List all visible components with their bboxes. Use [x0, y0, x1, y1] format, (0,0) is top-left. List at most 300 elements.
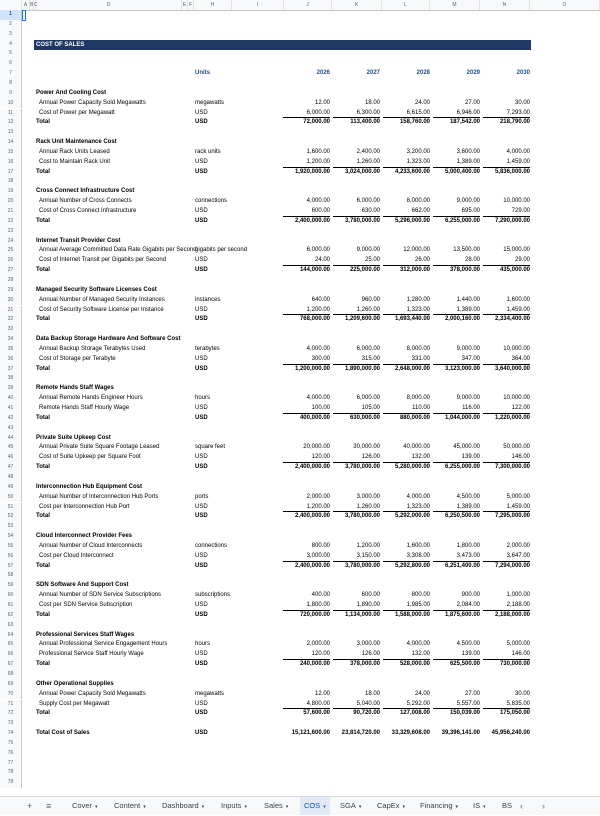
- row-number[interactable]: 41: [0, 404, 22, 414]
- grand-total-value: 33,329,608.00: [391, 730, 430, 737]
- sheet-tab-bs[interactable]: [502, 797, 512, 815]
- row-number[interactable]: 19: [0, 187, 22, 197]
- selected-cell[interactable]: [22, 10, 26, 21]
- sheet-tab-sga[interactable]: [340, 797, 361, 815]
- section-total-value: 720,000.00: [299, 611, 330, 618]
- section-total-value: 1,693,440.00: [394, 316, 430, 323]
- section-total-value: 7,300,000.00: [494, 464, 530, 471]
- section-title: Interconnection Hub Equipment Cost: [36, 483, 142, 490]
- line-item-label: Annual Rack Units Leased: [39, 148, 110, 155]
- line-item-value: 315.00: [333, 355, 380, 365]
- line-item-unit: USD: [195, 257, 208, 264]
- line-item-value: 5,557.00: [433, 700, 480, 710]
- section-total-value: 218,790.00: [499, 119, 530, 126]
- row-number[interactable]: 63: [0, 621, 22, 631]
- row-number[interactable]: 57: [0, 562, 22, 572]
- scroll-tabs-right-icon[interactable]: ›: [542, 801, 545, 811]
- section-total-unit: USD: [195, 414, 208, 421]
- row-number[interactable]: 66: [0, 650, 22, 660]
- line-item-value: 6,000.00: [356, 395, 380, 402]
- column-header-e[interactable]: E: [182, 2, 187, 8]
- section-title: Remote Hands Staff Wages: [36, 385, 114, 392]
- row-number[interactable]: 69: [0, 680, 22, 690]
- line-item-value: 3,000.00: [356, 641, 380, 648]
- section-total-value: 5,836,000.00: [494, 168, 530, 175]
- row-number[interactable]: 50: [0, 493, 22, 503]
- section-total-value: 1,588,000.00: [394, 611, 430, 618]
- line-item-value: 1,389.00: [433, 503, 480, 513]
- line-item-value: 10,000.00: [503, 395, 530, 402]
- row-number[interactable]: 61: [0, 601, 22, 611]
- line-item-value: 1,985.00: [383, 601, 430, 611]
- select-all-corner[interactable]: [0, 0, 22, 10]
- column-header-n[interactable]: N: [480, 0, 530, 10]
- row-number[interactable]: 26: [0, 256, 22, 266]
- line-item-label: Cost per Cloud Interconnect: [39, 552, 114, 559]
- row-number[interactable]: 59: [0, 581, 22, 591]
- row-number[interactable]: 45: [0, 443, 22, 453]
- line-item-unit: ports: [195, 493, 209, 500]
- section-total-value: 400,000.00: [299, 414, 330, 421]
- line-item-unit: USD: [195, 503, 208, 510]
- line-item-label: Remote Hands Staff Hourly Wage: [39, 405, 130, 411]
- row-number[interactable]: 18: [0, 177, 22, 187]
- line-item-unit: USD: [195, 109, 208, 116]
- column-header-a[interactable]: A: [22, 0, 30, 10]
- section-total-value: 1,890,000.00: [344, 365, 380, 372]
- row-number[interactable]: 42: [0, 414, 22, 424]
- section-total-value: 5,292,800.00: [394, 562, 430, 569]
- row-number[interactable]: 44: [0, 434, 22, 444]
- line-item-unit: USD: [195, 454, 208, 461]
- row-number[interactable]: 3: [0, 30, 22, 40]
- row-number[interactable]: 67: [0, 660, 22, 670]
- column-header-o[interactable]: O: [530, 0, 600, 10]
- line-item-value: 3,473.00: [433, 552, 480, 562]
- sheet-tab-label: Content: [114, 801, 141, 810]
- row-number[interactable]: 36: [0, 355, 22, 365]
- row-number[interactable]: 55: [0, 542, 22, 552]
- row-number[interactable]: 23: [0, 227, 22, 237]
- line-item-value: 2,188.00: [483, 601, 530, 611]
- year-header: 2028: [416, 70, 430, 77]
- section-total-value: 2,400,000.00: [294, 464, 330, 471]
- row-number[interactable]: 21: [0, 207, 22, 217]
- line-item-value: 29.00: [483, 256, 530, 266]
- row-number[interactable]: 77: [0, 759, 22, 769]
- line-item-value: 630.00: [333, 207, 380, 217]
- line-item-label: Annual Power Capacity Sold Megawatts: [39, 690, 146, 697]
- section-total-value: 5,292,000.00: [394, 513, 430, 520]
- line-item-value: 126.00: [333, 453, 380, 463]
- line-item-label: Annual Average Committed Data Rate Gigabits per Second: [39, 247, 197, 254]
- line-item-value: 6,946.00: [433, 109, 480, 119]
- line-item-value: 1,200.00: [283, 503, 330, 513]
- line-item-unit: USD: [195, 552, 208, 559]
- line-item-value: 20,000.00: [303, 444, 330, 451]
- line-item-value: 12,000.00: [403, 247, 430, 254]
- row-number[interactable]: 13: [0, 128, 22, 138]
- row-number[interactable]: 28: [0, 276, 22, 286]
- line-item-unit: USD: [195, 355, 208, 362]
- line-item-value: 1,323.00: [383, 158, 430, 168]
- row-number[interactable]: 7: [0, 69, 22, 79]
- section-total-value: 6,255,000.00: [444, 464, 480, 471]
- sheet-title: COST OF SALES: [34, 40, 531, 50]
- line-item-value: 8,000.00: [406, 198, 430, 205]
- row-number[interactable]: 78: [0, 768, 22, 778]
- line-item-value: 364.00: [483, 355, 530, 365]
- row-number[interactable]: 60: [0, 591, 22, 601]
- row-number[interactable]: 20: [0, 197, 22, 207]
- line-item-value: 24.00: [414, 99, 430, 106]
- column-header-c[interactable]: C: [34, 2, 38, 8]
- row-number[interactable]: 8: [0, 79, 22, 89]
- line-item-value: 1,459.00: [483, 503, 530, 513]
- column-header-b[interactable]: B: [30, 2, 34, 8]
- section-total-value: 1,920,000.00: [294, 168, 330, 175]
- sheet-tab-cos[interactable]: [300, 797, 330, 815]
- line-item-value: 30.00: [514, 690, 530, 697]
- row-number[interactable]: 65: [0, 640, 22, 650]
- line-item-value: 1,260.00: [333, 306, 380, 316]
- line-item-value: 4,000.00: [306, 345, 330, 352]
- section-title: SDN Software And Support Cost: [36, 582, 129, 589]
- section-title: Cross Connect Infrastructure Cost: [36, 188, 135, 195]
- section-total-value: 113,400.00: [350, 119, 380, 126]
- line-item-unit: USD: [195, 651, 208, 658]
- line-item-unit: USD: [195, 306, 208, 313]
- section-total-value: 1,875,600.00: [444, 611, 480, 618]
- line-item-label: Annual Remote Hands Engineer Hours: [39, 395, 143, 402]
- line-item-unit: USD: [195, 700, 208, 707]
- section-total-value: 3,780,000.00: [344, 464, 380, 471]
- row-number[interactable]: 5: [0, 49, 22, 59]
- line-item-value: 116.00: [433, 404, 480, 414]
- row-number[interactable]: 43: [0, 424, 22, 434]
- line-item-unit: gigabits per second: [195, 247, 248, 254]
- section-total-value: 528,000.00: [399, 661, 430, 668]
- row-number[interactable]: 31: [0, 306, 22, 316]
- grand-total-value: 23,814,720.00: [341, 730, 380, 737]
- row-number[interactable]: 79: [0, 778, 22, 788]
- sheet-tab-capex[interactable]: [377, 797, 405, 815]
- sheet-tab-cover[interactable]: [72, 797, 98, 815]
- row-number[interactable]: 16: [0, 158, 22, 168]
- line-item-unit: square feet: [195, 444, 226, 451]
- line-item-value: 3,000.00: [283, 552, 330, 562]
- line-item-label: Supply Cost per Megawatt: [39, 700, 110, 707]
- line-item-value: 4,000.00: [406, 493, 430, 500]
- chevron-down-icon[interactable]: ▾: [285, 804, 289, 810]
- sheet-tab-sales[interactable]: [264, 797, 288, 815]
- section-total-unit: USD: [195, 464, 208, 471]
- add-sheet-icon[interactable]: +: [27, 801, 33, 811]
- section-total-value: 5,280,000.00: [394, 464, 430, 471]
- line-item-value: 1,260.00: [333, 503, 380, 513]
- row-number[interactable]: 53: [0, 522, 22, 532]
- section-total-label: Total: [36, 168, 50, 175]
- row-number[interactable]: 33: [0, 325, 22, 335]
- line-item-value: 6,000.00: [356, 345, 380, 352]
- line-item-unit: megawatts: [195, 99, 225, 106]
- section-total-value: 3,024,000.00: [344, 168, 380, 175]
- row-number[interactable]: 52: [0, 512, 22, 522]
- section-total-unit: USD: [195, 365, 208, 372]
- row-number[interactable]: 15: [0, 148, 22, 158]
- line-item-value: 10,000.00: [503, 345, 530, 352]
- row-number[interactable]: 71: [0, 700, 22, 710]
- year-header: 2027: [366, 70, 380, 77]
- row-number[interactable]: 35: [0, 345, 22, 355]
- line-item-value: 50,000.00: [503, 444, 530, 451]
- row-number[interactable]: 70: [0, 690, 22, 700]
- chevron-down-icon[interactable]: ▾: [201, 804, 205, 810]
- chevron-down-icon[interactable]: ▾: [95, 804, 98, 810]
- line-item-label: Cost of Security Software License per Instance: [39, 306, 164, 313]
- row-number[interactable]: 14: [0, 138, 22, 148]
- row-number[interactable]: 75: [0, 739, 22, 749]
- line-item-value: 1,389.00: [433, 306, 480, 316]
- line-item-value: 27.00: [464, 99, 480, 106]
- section-total-value: 3,123,000.00: [444, 365, 480, 372]
- section-total-value: 72,000.00: [303, 119, 330, 126]
- row-number[interactable]: 11: [0, 109, 22, 119]
- column-header-l[interactable]: L: [382, 0, 430, 10]
- row-number[interactable]: 38: [0, 374, 22, 384]
- row-number[interactable]: 2: [0, 20, 22, 30]
- row-number[interactable]: 74: [0, 729, 22, 739]
- row-number[interactable]: 49: [0, 483, 22, 493]
- row-number[interactable]: 29: [0, 286, 22, 296]
- line-item-unit: terabytes: [195, 345, 220, 352]
- line-item-unit: instances: [195, 296, 221, 303]
- section-title: Data Backup Storage Hardware And Software Cost: [36, 336, 181, 343]
- line-item-label: Annual Private Suite Square Footage Leased: [39, 444, 160, 451]
- line-item-label: Annual Number of Cross Connects: [39, 198, 132, 205]
- line-item-value: 26.00: [383, 256, 430, 266]
- line-item-value: 9,000.00: [356, 247, 380, 254]
- line-item-value: 5,000.00: [506, 493, 530, 500]
- line-item-value: 10,000.00: [503, 198, 530, 205]
- line-item-value: 1,323.00: [383, 503, 430, 513]
- line-item-value: 6,000.00: [283, 109, 330, 119]
- units-header: Units: [195, 70, 210, 77]
- line-item-value: 132.00: [383, 650, 430, 660]
- row-number[interactable]: 40: [0, 394, 22, 404]
- row-number[interactable]: 10: [0, 99, 22, 109]
- column-header-f[interactable]: F: [188, 2, 193, 8]
- row-number[interactable]: 25: [0, 246, 22, 256]
- section-total-label: Total: [36, 710, 50, 717]
- chevron-down-icon[interactable]: ▾: [323, 804, 326, 810]
- row-number[interactable]: 9: [0, 89, 22, 99]
- section-total-unit: USD: [195, 119, 208, 126]
- line-item-value: 24.00: [414, 690, 430, 697]
- row-number[interactable]: 12: [0, 118, 22, 128]
- line-item-value: 12.00: [314, 690, 330, 697]
- row-number[interactable]: 68: [0, 670, 22, 680]
- row-number[interactable]: 17: [0, 168, 22, 178]
- row-number[interactable]: 34: [0, 335, 22, 345]
- row-number[interactable]: 56: [0, 552, 22, 562]
- line-item-value: 9,000.00: [456, 345, 480, 352]
- line-item-value: 6,300.00: [333, 109, 380, 119]
- line-item-label: Cost of Suite Upkeep per Square Foot: [39, 454, 141, 461]
- section-total-value: 6,250,500.00: [444, 513, 480, 520]
- line-item-value: 4,000.00: [406, 641, 430, 648]
- sheet-tab-financing[interactable]: [420, 797, 458, 815]
- line-item-value: 1,200.00: [283, 306, 330, 316]
- line-item-value: 600.00: [361, 592, 380, 599]
- chevron-down-icon[interactable]: ▾: [483, 804, 486, 810]
- section-total-value: 3,640,000.00: [494, 365, 530, 372]
- sheet-tab-label: COS: [304, 801, 321, 810]
- section-total-value: 1,209,600.00: [344, 316, 380, 323]
- sheet-tab-label: IS: [473, 801, 481, 810]
- section-total-value: 240,000.00: [299, 661, 330, 668]
- line-item-value: 18.00: [364, 99, 380, 106]
- sheet-tab-content[interactable]: [114, 797, 146, 815]
- section-title: Professional Services Staff Wages: [36, 631, 135, 638]
- section-total-value: 127,008.00: [399, 710, 430, 717]
- line-item-unit: hours: [195, 395, 211, 402]
- row-number[interactable]: 27: [0, 266, 22, 276]
- section-total-unit: USD: [195, 267, 208, 274]
- row-number[interactable]: 54: [0, 532, 22, 542]
- section-total-value: 7,290,000.00: [494, 217, 530, 224]
- row-number[interactable]: 39: [0, 384, 22, 394]
- row-number[interactable]: 62: [0, 611, 22, 621]
- section-total-value: 6,255,000.00: [444, 217, 480, 224]
- section-title: Cloud Interconnect Provider Fees: [36, 533, 133, 540]
- section-total-value: 187,542.00: [449, 119, 480, 126]
- line-item-label: Cost per Interconnection Hub Port: [39, 503, 130, 510]
- row-number[interactable]: 72: [0, 709, 22, 719]
- line-item-value: 1,890.00: [333, 601, 380, 611]
- column-header-d[interactable]: D: [36, 0, 182, 10]
- section-total-value: 144,000.00: [299, 267, 330, 274]
- section-total-label: Total: [36, 267, 50, 274]
- section-total-value: 7,294,000.00: [494, 562, 530, 569]
- line-item-value: 3,000.00: [356, 493, 380, 500]
- line-item-value: 5,000.00: [506, 641, 530, 648]
- chevron-down-icon[interactable]: ▾: [455, 804, 459, 810]
- line-item-unit: hours: [195, 641, 211, 648]
- line-item-value: 347.00: [433, 355, 480, 365]
- section-total-value: 158,760.00: [399, 119, 430, 126]
- line-item-value: 900.00: [461, 592, 480, 599]
- chevron-down-icon[interactable]: ▾: [402, 804, 406, 810]
- section-total-value: 378,000.00: [449, 267, 480, 274]
- section-total-label: Total: [36, 365, 50, 372]
- line-item-value: 1,800.00: [456, 542, 480, 549]
- line-item-value: 695.00: [433, 207, 480, 217]
- row-number[interactable]: 64: [0, 631, 22, 641]
- row-number[interactable]: 37: [0, 365, 22, 375]
- line-item-label: Annual Number of Managed Security Instances: [39, 296, 165, 303]
- all-sheets-menu-icon[interactable]: ≡: [46, 801, 52, 811]
- row-number[interactable]: 73: [0, 719, 22, 729]
- row-number[interactable]: 30: [0, 296, 22, 306]
- section-title: Internet Transit Provider Cost: [36, 237, 121, 244]
- section-total-label: Total: [36, 316, 50, 323]
- row-number[interactable]: 24: [0, 237, 22, 247]
- section-total-value: 1,044,000.00: [444, 414, 480, 421]
- sheet-tab-is[interactable]: [473, 797, 486, 815]
- line-item-value: 13,500.00: [453, 247, 480, 254]
- line-item-value: 4,500.00: [456, 493, 480, 500]
- section-total-value: 5,000,400.00: [444, 168, 480, 175]
- column-header-bar: [0, 0, 600, 11]
- row-number[interactable]: 48: [0, 473, 22, 483]
- chevron-down-icon[interactable]: ▾: [143, 804, 146, 810]
- row-number[interactable]: 4: [0, 40, 22, 50]
- line-item-value: 122.00: [483, 404, 530, 414]
- sheet-tab-inputs[interactable]: [221, 797, 247, 815]
- line-item-unit: connections: [195, 198, 228, 205]
- line-item-value: 25.00: [333, 256, 380, 266]
- column-header-j[interactable]: J: [284, 0, 332, 10]
- line-item-value: 1,260.00: [333, 158, 380, 168]
- row-number[interactable]: 6: [0, 59, 22, 69]
- row-number[interactable]: 76: [0, 749, 22, 759]
- line-item-value: 28.00: [433, 256, 480, 266]
- line-item-value: 8,000.00: [406, 345, 430, 352]
- row-number[interactable]: 32: [0, 315, 22, 325]
- column-header-i[interactable]: I: [232, 0, 284, 10]
- row-number[interactable]: 51: [0, 503, 22, 513]
- column-header-h[interactable]: H: [194, 0, 232, 10]
- line-item-value: 2,000.00: [306, 493, 330, 500]
- line-item-value: 126.00: [333, 650, 380, 660]
- line-item-value: 9,000.00: [456, 198, 480, 205]
- grand-total-label: Total Cost of Sales: [36, 730, 90, 737]
- line-item-value: 600.00: [283, 207, 330, 217]
- line-item-label: Cost to Maintain Rack Unit: [39, 158, 111, 165]
- line-item-label: Cost of Cross Connect Infrastructure: [39, 208, 137, 214]
- section-total-label: Total: [36, 414, 50, 421]
- section-total-value: 225,000.00: [349, 267, 380, 274]
- chevron-down-icon[interactable]: ▾: [358, 804, 362, 810]
- chevron-down-icon[interactable]: ▾: [244, 804, 247, 810]
- line-item-value: 8,000.00: [406, 395, 430, 402]
- row-number[interactable]: 22: [0, 217, 22, 227]
- sheet-tab-label: CapEx: [377, 801, 400, 810]
- row-number[interactable]: 47: [0, 463, 22, 473]
- line-item-value: 1,459.00: [483, 158, 530, 168]
- line-item-value: 4,500.00: [456, 641, 480, 648]
- sheet-tab-label: SGA: [340, 801, 356, 810]
- line-item-unit: USD: [195, 405, 208, 411]
- line-item-label: Cost per SDN Service Subscription: [39, 602, 133, 608]
- line-item-value: 800.00: [311, 542, 330, 549]
- line-item-value: 1,600.00: [406, 542, 430, 549]
- line-item-value: 7,293.00: [483, 109, 530, 119]
- sheet-tab-dashboard[interactable]: [162, 797, 204, 815]
- row-number[interactable]: 46: [0, 453, 22, 463]
- section-total-label: Total: [36, 661, 50, 668]
- column-header-k[interactable]: K: [332, 0, 382, 10]
- grand-total-value: 15,121,600.00: [291, 730, 330, 737]
- column-header-m[interactable]: M: [430, 0, 480, 10]
- scroll-tabs-left-icon[interactable]: ‹: [520, 801, 523, 811]
- row-number[interactable]: 1: [0, 10, 22, 20]
- row-number[interactable]: 58: [0, 571, 22, 581]
- section-title: Private Suite Upkeep Cost: [36, 434, 111, 441]
- section-total-value: 4,233,600.00: [394, 168, 430, 175]
- year-header: 2029: [466, 70, 480, 77]
